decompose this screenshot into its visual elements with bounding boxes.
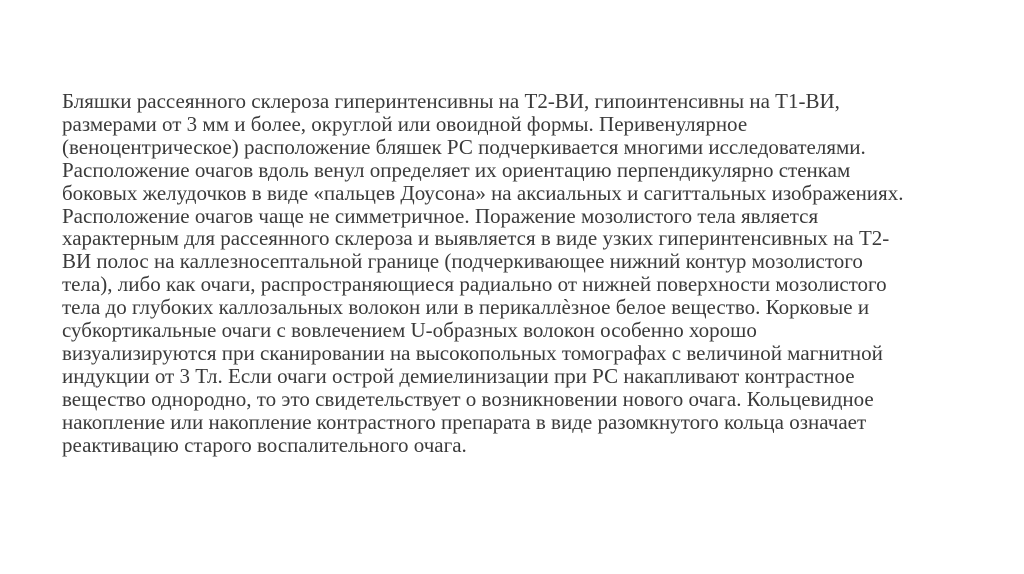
text-line: тела), либо как очаги, распространяющиеся радиально от нижней поверхности мозолистого xyxy=(62,272,887,297)
text-line: Бляшки рассеянного склероза гиперинтенсивны на Т2-ВИ, гипоинтенсивны на Т1-ВИ, xyxy=(62,89,840,113)
text-line: накопление или накопление контрастного препарата в виде разомкнутого кольца означает xyxy=(62,409,867,434)
text-line: Расположение очагов чаще не симметричное. Поражение мозолистого тела является xyxy=(62,203,819,228)
text-line: (веноцентрическое) расположение бляшек РС подчеркивается многими исследователями. xyxy=(62,134,866,159)
text-line: субкортикальные очаги с вовлечением U-образных волокон особенно хорошо xyxy=(62,318,757,343)
text-line: вещество однородно, то это свидетельствует о возникновении нового очага. Кольцевидное xyxy=(62,386,874,411)
text-line: Расположение очагов вдоль венул определяет их ориентацию перпендикулярно стенкам xyxy=(62,157,851,182)
text-line: характерным для рассеянного склероза и выявляется в виде узких гиперинтенсивных на Т2- xyxy=(62,226,890,251)
text-line: тела до глубоких каллозальных волокон или в перикаллѐзное белое вещество. Корковые и xyxy=(62,295,870,320)
text-line: индукции от 3 Тл. Если очаги острой демиелинизации при РС накапливают контрастное xyxy=(62,363,855,388)
text-line: боковых желудочков в виде «пальцев Доусона» на аксиальных и сагиттальных изображениях. xyxy=(62,180,904,205)
text-line: реактивацию старого воспалительного очага. xyxy=(62,432,467,457)
body-text-paragraph xyxy=(62,90,962,457)
text-line: визуализируются при сканировании на высокопольных томографах с величиной магнитной xyxy=(62,340,883,365)
text-line: размерами от 3 мм и более, округлой или овоидной формы. Перивенулярное xyxy=(62,111,748,136)
text-line: ВИ полос на каллезносептальной границе (подчеркивающее нижний контур мозолистого xyxy=(62,249,863,274)
